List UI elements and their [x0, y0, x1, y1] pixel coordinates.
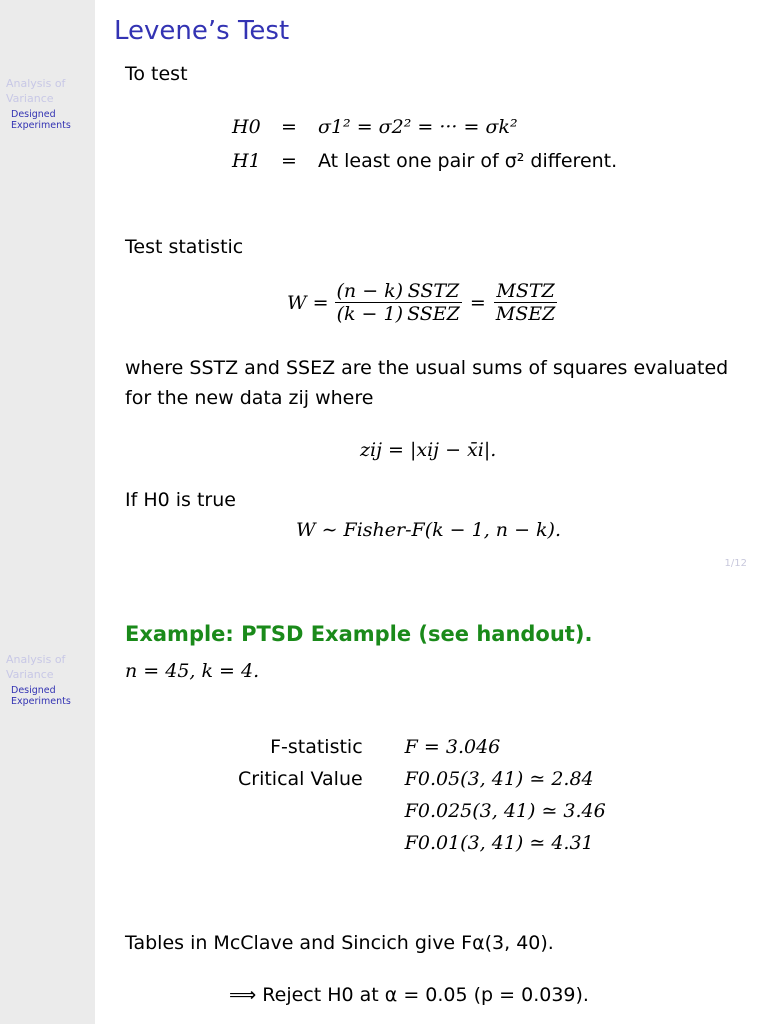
table-row: [238, 800, 606, 832]
example-title: Example: PTSD Example (see handout).: [125, 622, 593, 646]
sidebar-nav: [6, 76, 92, 131]
nav-section-analysis-of-variance[interactable]: Analysis of Variance: [6, 653, 66, 681]
test-statistic-label: Test statistic: [125, 236, 244, 258]
h1-symbol: H1: [232, 150, 261, 172]
h0-symbol: H0: [232, 116, 261, 138]
row-value: F0.025(3, 41) ≃ 3.46: [404, 800, 606, 822]
w-frac-df: [335, 280, 406, 325]
nav-subsection-designed-experiments[interactable]: Designed Experiments: [11, 685, 71, 707]
w-frac-ss: [405, 280, 462, 325]
row-label: [238, 832, 405, 864]
f-statistic-table: [238, 736, 606, 864]
w-lhs: W =: [287, 291, 329, 314]
slide-title: Levene’s Test: [114, 16, 290, 46]
h1-statement: At least one pair of σ² different.: [318, 150, 618, 172]
w-equals: =: [469, 291, 486, 314]
nav-section-analysis-of-variance[interactable]: Analysis of Variance: [6, 77, 66, 105]
h1-equals: =: [281, 150, 297, 172]
where-line-2: for the new data zij where: [125, 387, 374, 409]
w-frac-ms-den: MSEZ: [495, 303, 556, 325]
if-h0-true: If H0 is true: [125, 489, 236, 511]
slide-ptsd-example: [0, 576, 768, 1024]
sidebar: [0, 576, 95, 1024]
sidebar: [0, 0, 95, 576]
row-label: [238, 800, 405, 832]
where-line-1: where SSTZ and SSEZ are the usual sums of squares evaluated: [125, 357, 729, 379]
h0-statement: σ1² = σ2² = ··· = σk²: [318, 116, 518, 138]
intro-text: To test: [125, 63, 188, 85]
w-formula: [287, 280, 557, 325]
nav-subsection-designed-experiments[interactable]: Designed Experiments: [11, 109, 71, 131]
table-row: [238, 736, 606, 768]
w-frac-df-den: (k − 1): [336, 303, 403, 325]
w-frac-ss-den: SSEZ: [407, 303, 460, 325]
row-value: F = 3.046: [404, 736, 501, 758]
row-label: F-statistic: [270, 736, 363, 758]
sidebar-nav: [6, 652, 92, 707]
table-row: [238, 768, 606, 800]
conclusion: ⟹ Reject H0 at α = 0.05 (p = 0.039).: [229, 984, 589, 1006]
w-frac-df-num: (n − k): [336, 280, 404, 302]
z-formula: zij = |xij − x̄i|.: [360, 439, 497, 461]
h0-equals: =: [281, 116, 297, 138]
w-frac-ms-num: MSTZ: [494, 280, 558, 303]
page-number: 1/12: [724, 558, 747, 569]
tables-note: Tables in McClave and Sincich give Fα(3, 40).: [125, 932, 554, 954]
w-frac-ss-num: SSTZ: [405, 280, 462, 303]
sample-params: n = 45, k = 4.: [125, 660, 260, 682]
row-value: F0.01(3, 41) ≃ 4.31: [404, 832, 594, 854]
w-frac-ms: [494, 280, 558, 325]
row-label: Critical Value: [238, 768, 363, 790]
w-distribution: W ∼ Fisher-F(k − 1, n − k).: [296, 519, 561, 541]
row-value: F0.05(3, 41) ≃ 2.84: [404, 768, 594, 790]
table-row: [238, 832, 606, 864]
